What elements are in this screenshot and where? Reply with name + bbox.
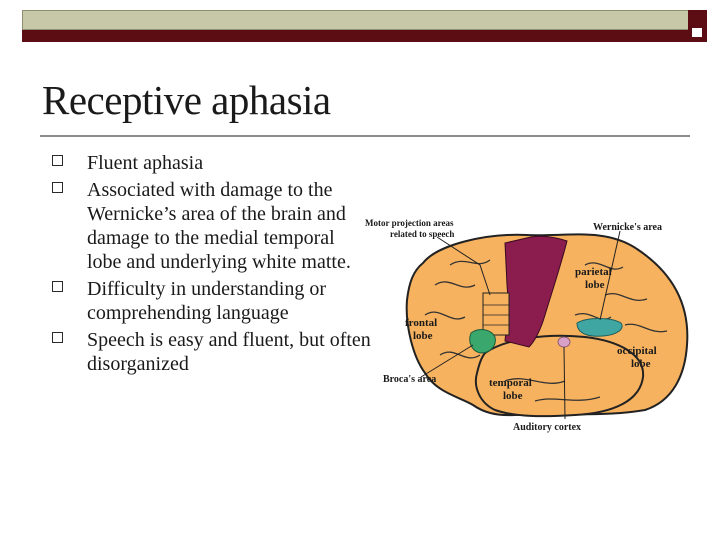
- frontal-lobe-label: lobe: [413, 330, 433, 342]
- slide-title: Receptive aphasia: [42, 77, 331, 123]
- motor-projection-label: related to speech: [390, 229, 455, 239]
- brocas-area: [470, 330, 496, 353]
- header-band: [22, 10, 707, 30]
- wernickes-area: [577, 319, 622, 337]
- bullet-text: Associated with damage to the Wernicke’s area of the brain and damage to the medial temporal lobe and underlying white matte.: [87, 179, 351, 273]
- bullet-text: Speech is easy and fluent, but often disorganized: [87, 329, 371, 375]
- occipital-lobe-label: occipital: [617, 345, 657, 357]
- wernickes-area-label: Wernicke's area: [593, 222, 662, 233]
- parietal-lobe-label: parietal: [575, 266, 612, 278]
- title-divider: [40, 135, 690, 137]
- brocas-area-label: Broca's area: [383, 374, 437, 385]
- square-bullet-icon: [52, 332, 63, 343]
- temporal-lobe-label: lobe: [503, 390, 523, 402]
- brain-diagram: [355, 205, 700, 440]
- bullet-item: [52, 328, 372, 376]
- occipital-lobe-label: lobe: [631, 358, 651, 370]
- auditory-cortex: [558, 337, 570, 347]
- corner-square-icon: [691, 27, 703, 38]
- square-bullet-icon: [52, 281, 63, 292]
- header-bar: [22, 30, 707, 42]
- frontal-lobe-label: frontal: [405, 317, 438, 329]
- square-bullet-icon: [52, 182, 63, 193]
- bullet-text: Fluent aphasia: [87, 152, 204, 174]
- parietal-lobe-label: lobe: [585, 279, 605, 291]
- square-bullet-icon: [52, 155, 63, 166]
- bullet-list: [52, 151, 372, 379]
- speech-motor-box: [483, 293, 509, 335]
- bullet-item: [52, 178, 372, 274]
- temporal-lobe-label: temporal: [489, 377, 532, 389]
- bullet-item: [52, 151, 372, 175]
- motor-projection-label: Motor projection areas: [365, 218, 454, 228]
- bullet-text: Difficulty in understanding or comprehending language: [87, 278, 327, 324]
- bullet-item: [52, 277, 372, 325]
- auditory-cortex-label: Auditory cortex: [513, 422, 582, 433]
